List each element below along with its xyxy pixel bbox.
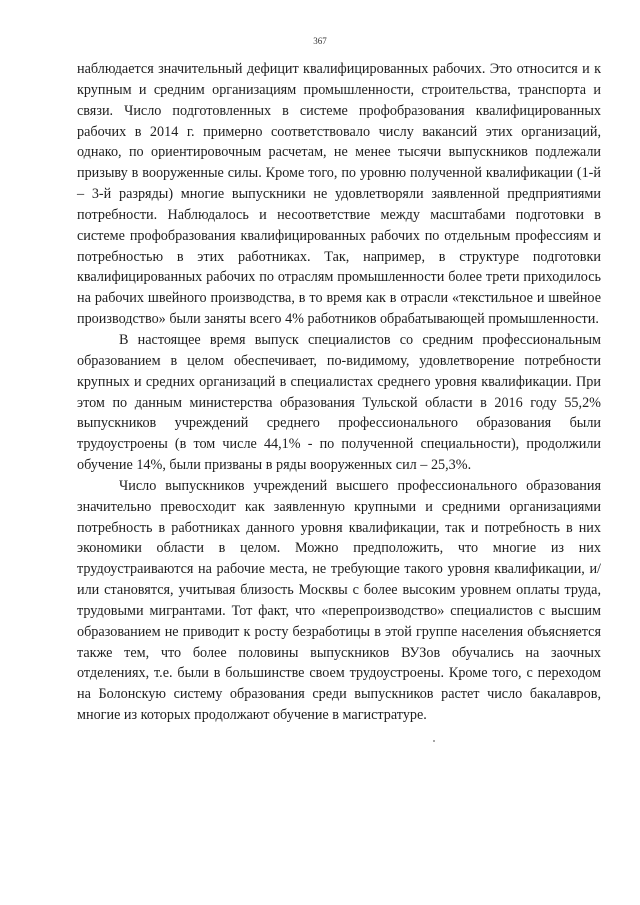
paragraph-continued: наблюдается значительный дефицит квалифицированных рабочих. Это относится и к крупным и средним организациям промышленности, строительства, транспорта и связи. Число подготовленных в системе профобразования квалифицированных рабочих в 2014 г. примерно соответствовало числу вакансий этих организаций, однако, по ориентировочным расчетам, не менее тысячи выпускников подлежали призыву в вооруженные силы. Кроме того, по уровню полученной квалификации (1-й – 3-й разряды) многие выпускники не удовлетворяли заявленной предприятиями потребности. Наблюдалось и несоответствие между масштабами подготовки в системе профобразования квалифицированных рабочих по отдельным профессиям и потребностью в этих работниках. Так, например, в структуре подготовки квалифицированных рабочих по отраслям промышленности более трети приходилось на рабочих швейного производства, в то время как в отрасли «текстильное и швейное производство» были заняты всего 4% работников обрабатывающей промышленности. — [77, 61, 601, 328]
paragraph-higher-education: Число выпускников учреждений высшего профессионального образования значительно превосходит как заявленную крупными и средними организациями потребность в работниках данного уровня квалификации, так и потребность в них экономики области в целом. Можно предположить, что многие из них трудоустраиваются на рабочие места, не требующие такого уровня квалификации, и/или становятся, учитывая близость Москвы с более высоким уровнем оплаты труда, трудовыми мигрантами. Тот факт, что «перепроизводство» специалистов с высшим образованием не приводит к росту безработицы в этой группе населения объясняется также тем, что более половины выпускников ВУЗов обучались на заочных отделениях, т.е. были в большинстве своем трудоустроены. Кроме того, с переходом на Болонскую систему образования среди выпускников растет число бакалавров, многие из которых продолжают обучение в магистратуре. — [77, 477, 601, 724]
body-text — [77, 59, 601, 726]
page-number: 367 — [313, 36, 327, 46]
paragraph-secondary-vocational: В настоящее время выпуск специалистов со средним профессиональным образованием в целом обеспечивает, по-видимому, удовлетворение потребности крупных и средних организаций в специалистах среднего уровня квалификации. При этом по данным министерства образования Тульской области в 2016 году 55,2% выпускников учреждений среднего профессионального образования были трудоустроены (в том числе 44,1% - по полученной специальности), продолжили обучение 14%, были призваны в ряды вооруженных сил – 25,3%. — [77, 331, 601, 474]
scan-speck — [433, 740, 435, 742]
